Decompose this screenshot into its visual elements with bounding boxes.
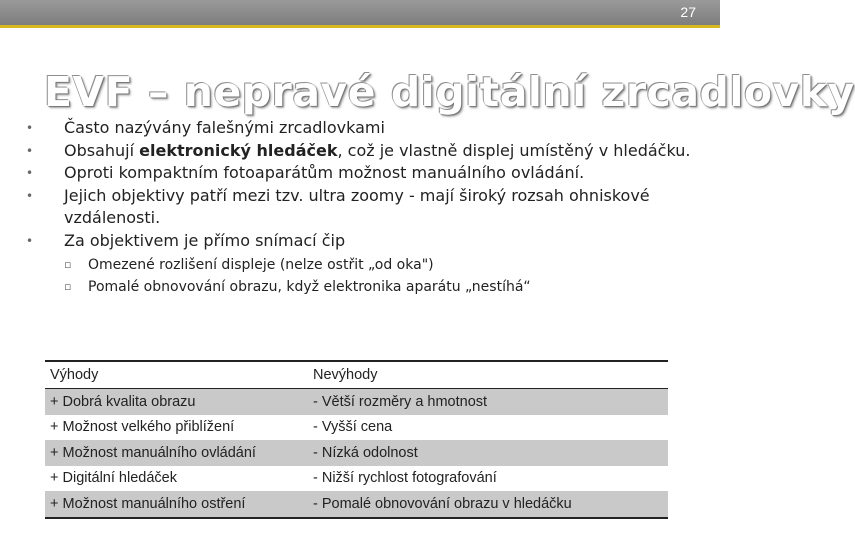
advantage-cell: + Možnost velkého přiblížení bbox=[50, 419, 235, 436]
pros-cons-table bbox=[45, 360, 668, 519]
disadvantage-cell: - Nízká odolnost bbox=[308, 440, 668, 466]
bullet-text: Jejich objektivy patří mezi tzv. ultra zoomy - mají široký rozsah ohniskové vzdálenosti. bbox=[64, 185, 650, 227]
slide-title: EVF – nepravé digitální zrcadlovky bbox=[44, 68, 855, 116]
top-bar bbox=[0, 0, 720, 25]
bullet-text: Často nazývány falešnými zrcadlovkami bbox=[64, 118, 385, 137]
table-row bbox=[45, 440, 668, 466]
bullet-item bbox=[26, 230, 696, 299]
sub-bullet-list bbox=[64, 254, 696, 298]
slide-number: 27 bbox=[680, 4, 696, 20]
table-row bbox=[45, 491, 668, 518]
sub-bullet-square-icon: ▫ bbox=[64, 280, 72, 293]
advantage-cell: + Digitální hledáček bbox=[50, 470, 177, 487]
table-row bbox=[45, 466, 668, 492]
table-row bbox=[45, 415, 668, 441]
accent-line bbox=[0, 25, 720, 28]
sub-bullet-item bbox=[64, 254, 696, 276]
table-row bbox=[45, 389, 668, 415]
sub-bullet-text: Pomalé obnovování obrazu, když elektronika aparátu „nestíhá“ bbox=[88, 279, 531, 295]
bullet-list bbox=[26, 117, 696, 298]
bullet-bold-text: elektronický hledáček bbox=[139, 140, 338, 160]
table-header-row bbox=[45, 361, 668, 389]
header-disadvantages: Nevýhody bbox=[308, 361, 668, 389]
bullet-text: , což je vlastně displej umístěný v hledáčku. bbox=[337, 140, 691, 160]
bullet-dot-icon: • bbox=[26, 121, 34, 135]
advantage-cell: + Dobrá kvalita obrazu bbox=[45, 389, 308, 415]
bullet-dot-icon: • bbox=[26, 166, 34, 180]
bullet-item bbox=[26, 185, 696, 230]
header-advantages: Výhody bbox=[45, 361, 308, 389]
bullet-dot-icon: • bbox=[26, 188, 34, 203]
disadvantage-cell: - Pomalé obnovování obrazu v hledáčku bbox=[308, 491, 668, 518]
advantage-cell: + Možnost manuálního ostření bbox=[45, 491, 308, 518]
sub-bullet-text: Omezené rozlišení displeje (nelze ostřit „od oka") bbox=[88, 257, 434, 273]
sub-bullet-item bbox=[64, 276, 696, 298]
bullet-item bbox=[26, 162, 696, 185]
disadvantage-cell: - Větší rozměry a hmotnost bbox=[308, 389, 668, 415]
disadvantage-cell: - Nižší rychlost fotografování bbox=[313, 470, 497, 487]
bullet-item bbox=[26, 117, 696, 140]
disadvantage-cell: - Vyšší cena bbox=[313, 419, 393, 436]
bullet-dot-icon: • bbox=[26, 143, 34, 158]
advantage-cell: + Možnost manuálního ovládání bbox=[45, 440, 308, 466]
bullet-dot-icon: • bbox=[26, 233, 34, 248]
bullet-text: Obsahují bbox=[64, 140, 140, 160]
sub-bullet-square-icon: ▫ bbox=[64, 258, 72, 271]
bullet-item bbox=[26, 140, 696, 163]
bullet-text: Oproti kompaktním fotoaparátům možnost manuálního ovládání. bbox=[64, 163, 585, 182]
bullet-text: Za objektivem je přímo snímací čip bbox=[64, 230, 346, 250]
